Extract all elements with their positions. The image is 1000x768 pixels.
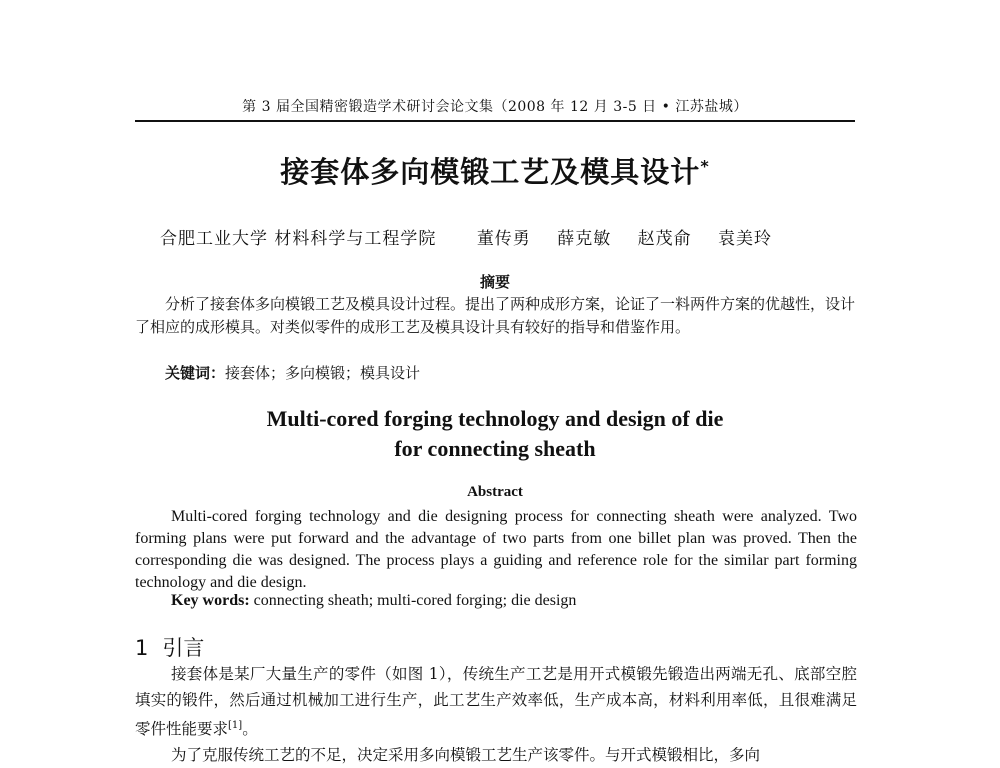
- keywords-en: [171, 592, 576, 610]
- abstract-en: Multi-cored forging technology and die designing process for connecting sheath were analyzed. Two forming plans were put forward and the advantage of two parts from one billet plan was proved. Then the corresponding die was designed. The process plays a guiding and reference role for the similar part forming technology and die design.: [135, 508, 857, 591]
- abstract-heading-en: Abstract: [467, 484, 523, 500]
- keywords-cn-label: 关键词：: [165, 364, 226, 382]
- paragraph-1-end: 。: [242, 720, 258, 739]
- paper-title-cn: [135, 150, 855, 191]
- keywords-en-text: connecting sheath; multi-cored forging; die design: [253, 592, 577, 609]
- abstract-cn: 分析了接套体多向模锻工艺及模具设计过程。提出了两种成形方案，论证了一料两件方案的优越性，设计了相应的成形模具。对类似零件的成形工艺及模具设计具有较好的指导和借鉴作用。: [135, 295, 856, 336]
- affiliation: 合肥工业大学 材料科学与工程学院: [160, 229, 437, 249]
- affiliation-line: [160, 224, 792, 249]
- title-en-line-1: Multi-cored forging technology and design of die: [266, 406, 724, 431]
- section-heading: [135, 632, 204, 662]
- header-rule: [135, 120, 855, 122]
- abstract-heading-cn: 摘要: [479, 273, 510, 291]
- paragraph-1: [135, 661, 857, 742]
- keywords-cn: [165, 362, 420, 383]
- author-1: 董传勇: [476, 229, 531, 249]
- paper-title-en: [135, 404, 855, 464]
- author-3: 赵茂俞: [637, 229, 692, 249]
- title-en-line-2: for connecting sheath: [394, 436, 596, 461]
- body-text: [135, 661, 857, 768]
- keywords-cn-text: 接套体；多向模锻；模具设计: [225, 364, 421, 382]
- author-2: 薛克敏: [557, 229, 612, 249]
- section-title: 引言: [162, 636, 205, 660]
- paragraph-1-text: 接套体是某厂大量生产的零件（如图 1），传统生产工艺是用开式模锻先锻造出两端无孔、底部空腔填实的锻件，然后通过机械加工进行生产，此工艺生产效率低，生产成本高，材料利用率低，且很难满足零件性能要求: [135, 665, 857, 739]
- section-number: 1: [135, 636, 149, 660]
- citation-ref: [1]: [228, 720, 243, 731]
- running-header: 第 3 届全国精密锻造学术研讨会论文集（2008 年 12 月 3-5 日 • 江苏盐城）: [242, 99, 748, 115]
- author-4: 袁美玲: [718, 229, 773, 249]
- keywords-en-label: Key words:: [171, 592, 250, 609]
- title-footnote-mark: *: [700, 156, 710, 176]
- title-cn-text: 接套体多向模锻工艺及模具设计: [280, 155, 701, 189]
- paragraph-2: 为了克服传统工艺的不足，决定采用多向模锻工艺生产该零件。与开式模锻相比，多向: [171, 746, 761, 765]
